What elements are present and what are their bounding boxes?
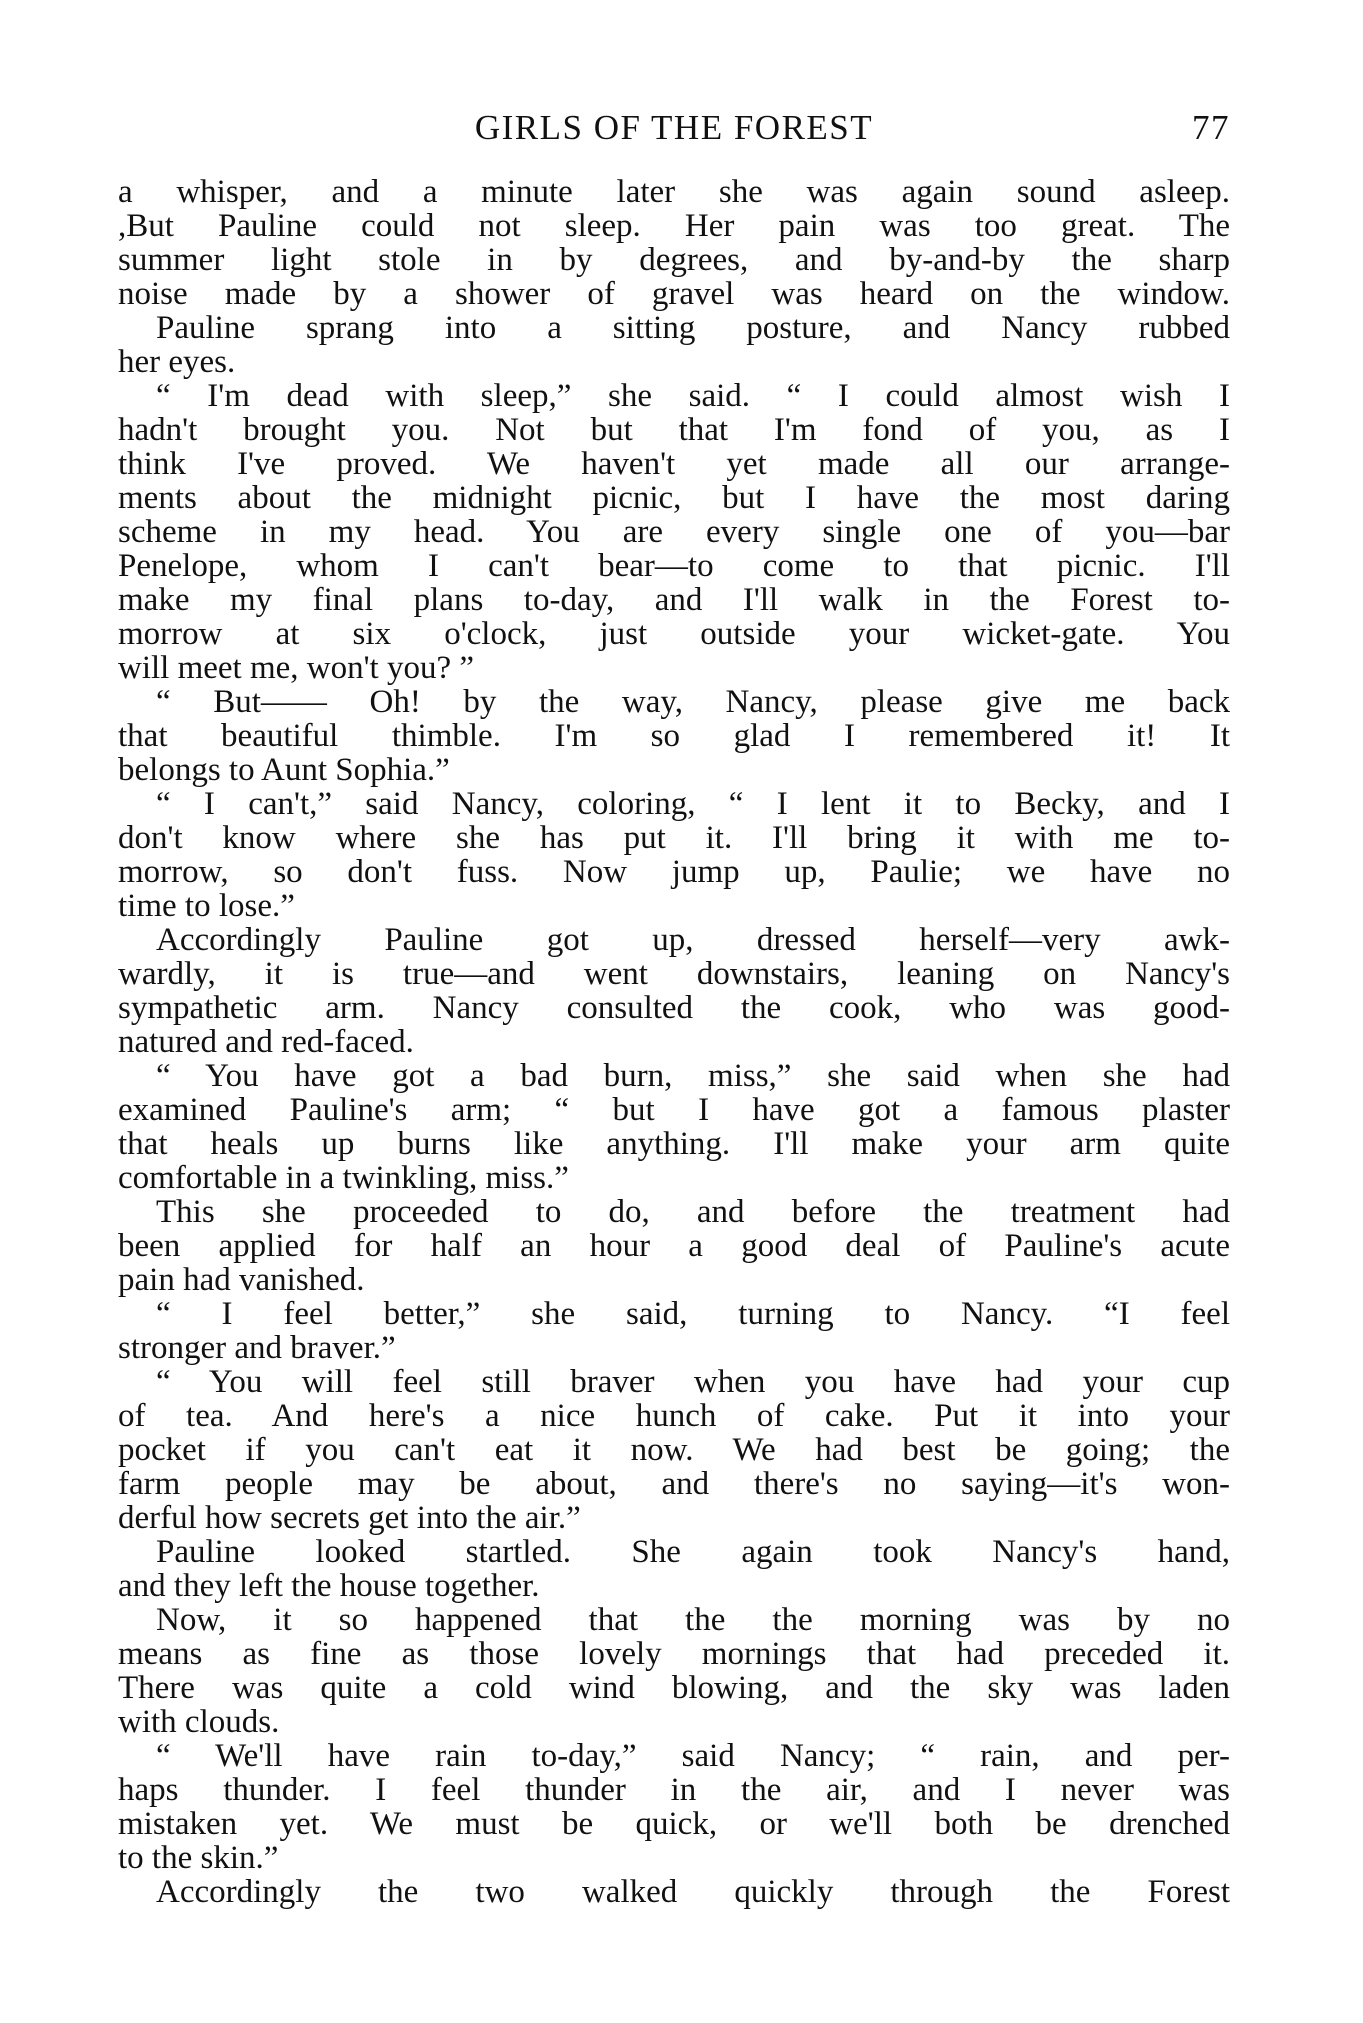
text-line: Pauline looked startled. She again took Nancy's hand, xyxy=(156,1534,1230,1570)
running-title: GIRLS OF THE FOREST xyxy=(474,108,874,147)
text-line: wardly, it is true—and went downstairs, leaning on Nancy's xyxy=(118,956,1230,992)
text-line: examined Pauline's arm; “ but I have got a famous plaster xyxy=(118,1092,1230,1128)
text-line: farm people may be about, and there's no saying—it's won- xyxy=(118,1466,1230,1502)
text-line: to the skin.” xyxy=(118,1840,279,1876)
text-line: ments about the midnight picnic, but I have the most daring xyxy=(118,480,1230,516)
text-line: scheme in my head. You are every single one of you—bar xyxy=(118,514,1230,550)
text-line: Now, it so happened that the the morning was by no xyxy=(156,1602,1230,1638)
text-line: Pauline sprang into a sitting posture, and Nancy rubbed xyxy=(156,310,1230,346)
text-line: belongs to Aunt Sophia.” xyxy=(118,752,450,788)
text-line: that beautiful thimble. I'm so glad I remembered it! It xyxy=(118,718,1230,754)
text-line: “ We'll have rain to-day,” said Nancy; “ rain, and per- xyxy=(156,1738,1230,1774)
text-line: natured and red-faced. xyxy=(118,1024,414,1060)
body-text xyxy=(118,175,1230,1909)
text-line: that heals up burns like anything. I'll make your arm quite xyxy=(118,1126,1230,1162)
text-line: her eyes. xyxy=(118,344,236,380)
text-line: time to lose.” xyxy=(118,888,295,924)
text-line: Penelope, whom I can't bear—to come to that picnic. I'll xyxy=(118,548,1230,584)
text-line: morrow at six o'clock, just outside your wicket-gate. You xyxy=(118,616,1230,652)
text-line: Accordingly the two walked quickly through the Forest xyxy=(156,1874,1230,1910)
text-line: noise made by a shower of gravel was heard on the window. xyxy=(118,276,1230,312)
text-line: “ I'm dead with sleep,” she said. “ I could almost wish I xyxy=(156,378,1230,414)
text-line: There was quite a cold wind blowing, and the sky was laden xyxy=(118,1670,1230,1706)
text-line: mistaken yet. We must be quick, or we'll both be drenched xyxy=(118,1806,1230,1842)
text-line: a whisper, and a minute later she was again sound asleep. xyxy=(118,174,1230,210)
text-line: pain had vanished. xyxy=(118,1262,365,1298)
text-line: This she proceeded to do, and before the treatment had xyxy=(156,1194,1230,1230)
text-line: don't know where she has put it. I'll bring it with me to- xyxy=(118,820,1230,856)
text-line: think I've proved. We haven't yet made all our arrange- xyxy=(118,446,1230,482)
text-line: haps thunder. I feel thunder in the air, and I never was xyxy=(118,1772,1230,1808)
text-line: with clouds. xyxy=(118,1704,280,1740)
running-header xyxy=(118,104,1230,152)
text-line: “ I feel better,” she said, turning to Nancy. “I feel xyxy=(156,1296,1230,1332)
text-line: comfortable in a twinkling, miss.” xyxy=(118,1160,569,1196)
text-line: morrow, so don't fuss. Now jump up, Paulie; we have no xyxy=(118,854,1230,890)
text-line: stronger and braver.” xyxy=(118,1330,396,1366)
text-line: “ But—— Oh! by the way, Nancy, please give me back xyxy=(156,684,1230,720)
text-line: summer light stole in by degrees, and by-and-by the sharp xyxy=(118,242,1230,278)
text-line: Accordingly Pauline got up, dressed herself—very awk- xyxy=(156,922,1230,958)
text-line: make my final plans to-day, and I'll walk in the Forest to- xyxy=(118,582,1230,618)
text-line: pocket if you can't eat it now. We had best be going; the xyxy=(118,1432,1230,1468)
text-line: “ You will feel still braver when you have had your cup xyxy=(156,1364,1230,1400)
page-number: 77 xyxy=(1192,108,1230,147)
text-line: of tea. And here's a nice hunch of cake. Put it into your xyxy=(118,1398,1230,1434)
text-line: means as fine as those lovely mornings that had preceded it. xyxy=(118,1636,1230,1672)
text-line: ,But Pauline could not sleep. Her pain was too great. The xyxy=(118,208,1230,244)
text-line: derful how secrets get into the air.” xyxy=(118,1500,581,1536)
text-line: sympathetic arm. Nancy consulted the cook, who was good- xyxy=(118,990,1230,1026)
text-line: will meet me, won't you? ” xyxy=(118,650,475,686)
text-line: and they left the house together. xyxy=(118,1568,540,1604)
text-line: “ I can't,” said Nancy, coloring, “ I lent it to Becky, and I xyxy=(156,786,1230,822)
text-line: hadn't brought you. Not but that I'm fond of you, as I xyxy=(118,412,1230,448)
text-line: “ You have got a bad burn, miss,” she said when she had xyxy=(156,1058,1230,1094)
text-line: been applied for half an hour a good deal of Pauline's acute xyxy=(118,1228,1230,1264)
